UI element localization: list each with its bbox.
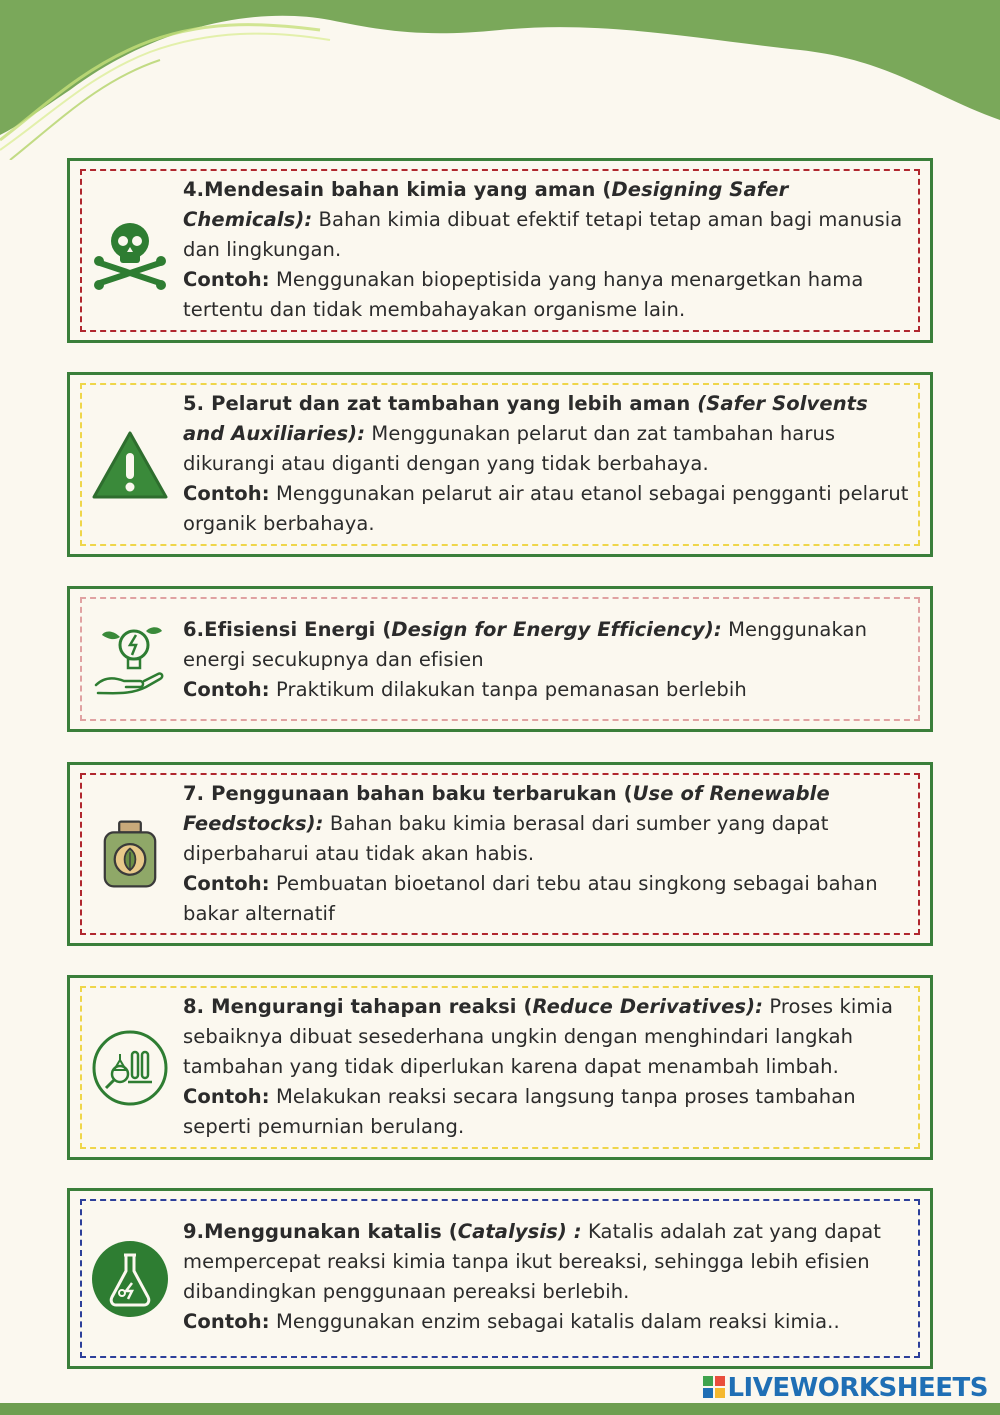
catalyst-flask-icon [90,1239,170,1319]
example-label: Contoh: [183,1085,270,1108]
principle-desc: Proses kimia sebaiknya dibuat sesederhana ungkin dengan menghindari langkah tambahan yang tidak diperlukan karena dapat menambah limbah. [183,995,894,1078]
example-label: Contoh: [183,482,270,505]
example-label: Contoh: [183,1310,270,1333]
principle-title-en: Designing Safer Chemicals): [183,178,789,231]
principle-text [183,992,912,1142]
footer-bar [0,1403,1000,1415]
principle-text [183,389,912,539]
warning-triangle-icon [90,425,170,505]
principle-desc: Menggunakan pelarut dan zat tambahan harus dikurangi atau diganti dengan yang tidak berbahaya. [183,422,836,475]
principle-title: 4.Mendesain bahan kimia yang aman ( [183,178,612,201]
example-label: Contoh: [183,268,270,291]
lab-glassware-icon [90,1028,170,1108]
principle-card-8 [67,975,933,1160]
liveworksheets-logo [703,1373,988,1403]
principle-desc: Katalis adalah zat yang dapat mempercepat reaksi kimia tanpa ikut bereaksi, sehingga lebih efisien dibandingkan penggunaan pereaksi berlebih. [183,1220,882,1303]
principle-desc: Bahan kimia dibuat efektif tetapi tetap aman bagi manusia dan lingkungan. [183,208,903,261]
principle-card-5 [67,372,933,557]
principle-text [183,779,912,929]
principle-card-9 [67,1188,933,1369]
principle-title-en: (Safer Solvents and Auxiliaries): [183,392,868,445]
principle-text [183,615,912,705]
principle-title-en: Design for Energy Efficiency): [391,618,722,641]
principle-text [183,175,912,325]
example-label: Contoh: [183,678,270,701]
principle-title-en: Reduce Derivatives): [532,995,764,1018]
example-text: Pembuatan bioetanol dari tebu atau singkong sebagai bahan bakar alternatif [183,872,878,925]
bio-fuel-canister-icon [94,804,166,904]
eco-lightbulb-hand-icon [90,619,170,699]
example-text: Praktikum dilakukan tanpa pemanasan berlebih [269,678,747,701]
principle-card-4 [67,158,933,343]
brand-name: LIVEWORKSHEETS [727,1373,988,1403]
header-wave-decoration [0,0,1000,160]
example-text: Melakukan reaksi secara langsung tanpa proses tambahan seperti pemurnian berulang. [183,1085,856,1138]
example-label: Contoh: [183,872,270,895]
principle-text [183,1217,912,1337]
principle-title: 9.Menggunakan katalis ( [183,1220,458,1243]
principle-card-7 [67,762,933,946]
principle-desc: Bahan baku kimia berasal dari sumber yang dapat diperbaharui atau tidak akan habis. [183,812,829,865]
principle-title: 8. Mengurangi tahapan reaksi ( [183,995,533,1018]
example-text: Menggunakan enzim sebagai katalis dalam reaksi kimia.. [269,1310,840,1333]
principle-title: 5. Pelarut dan zat tambahan yang lebih aman [183,392,698,415]
principle-title: 7. Penggunaan bahan baku terbarukan ( [183,782,633,805]
example-text: Menggunakan pelarut air atau etanol sebagai pengganti pelarut organik berbahaya. [183,482,909,535]
principle-title: 6.Efisiensi Energi ( [183,618,392,641]
example-text: Menggunakan biopeptisida yang hanya menargetkan hama tertentu dan tidak membahayakan organisme lain. [183,268,864,321]
principle-title-en: Use of Renewable Feedstocks): [183,782,830,835]
principle-desc: Menggunakan energi secukupnya dan efisien [183,618,868,671]
skull-crossbones-icon [90,211,170,291]
principle-card-6 [67,586,933,732]
principle-title-en: Catalysis) : [457,1220,582,1243]
liveworksheets-grid-icon [703,1376,725,1398]
